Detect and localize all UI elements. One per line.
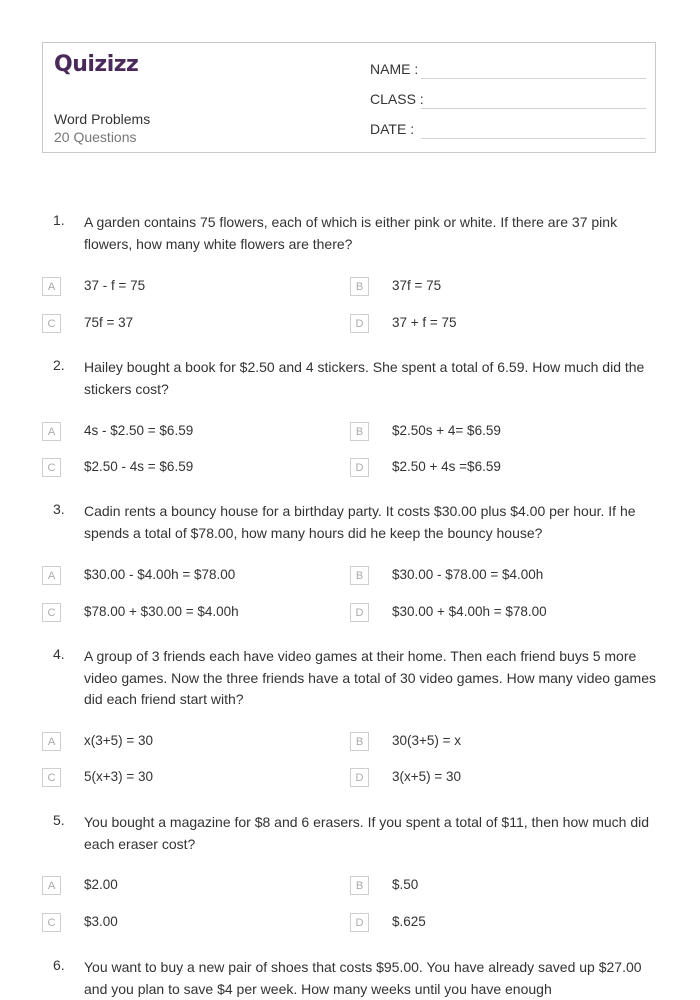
option-text: x(3+5) = 30 — [84, 733, 154, 748]
option-text: 4s - $2.50 = $6.59 — [84, 423, 194, 438]
option-letter: D — [350, 913, 369, 932]
question-text: A group of 3 friends each have video games at their home. Then each friend buys 5 more video games. Now the three friends have a total of 30 video games. How many video games did each friend start with? — [84, 648, 656, 707]
option-letter: C — [42, 458, 61, 477]
option-letter: A — [42, 277, 61, 296]
option-letter: A — [42, 732, 61, 751]
option-text: 30(3+5) = x — [392, 733, 462, 748]
name-line — [421, 78, 646, 79]
option-letter: C — [42, 913, 61, 932]
option-text: 75f = 37 — [84, 315, 134, 330]
worksheet-header — [42, 42, 656, 153]
option-text: $30.00 + $4.00h = $78.00 — [392, 604, 547, 619]
option-letter: B — [350, 876, 369, 895]
question-text: Hailey bought a book for $2.50 and 4 stickers. She spent a total of 6.59. How much did the stickers cost? — [84, 359, 645, 397]
worksheet-title: Word Problems — [54, 111, 151, 127]
question-number: 2. — [53, 357, 65, 373]
question-number: 5. — [53, 812, 65, 828]
option-text: 3(x+5) = 30 — [392, 769, 462, 784]
option-text: 37 + f = 75 — [392, 315, 457, 330]
question-text: A garden contains 75 flowers, each of which is either pink or white. If there are 37 pink flowers, how many white flowers are there? — [84, 214, 618, 252]
question-number: 3. — [53, 501, 65, 517]
option-text: 5(x+3) = 30 — [84, 769, 154, 784]
option-letter: A — [42, 422, 61, 441]
option-text: $78.00 + $30.00 = $4.00h — [84, 604, 239, 619]
class-label: CLASS : — [370, 91, 424, 107]
option-text: 37f = 75 — [392, 278, 442, 293]
option-text: $30.00 - $78.00 = $4.00h — [392, 567, 544, 582]
question-count: 20 Questions — [54, 129, 137, 145]
option-text: $3.00 — [84, 914, 118, 929]
quizizz-logo: Quizizz — [54, 52, 139, 77]
option-letter: B — [350, 422, 369, 441]
option-letter: C — [42, 314, 61, 333]
question-number: 1. — [53, 212, 65, 228]
name-label: NAME : — [370, 61, 419, 77]
option-letter: C — [42, 603, 61, 622]
option-text: $.625 — [392, 914, 426, 929]
option-letter: A — [42, 566, 61, 585]
option-text: 37 - f = 75 — [84, 278, 146, 293]
option-text: $2.50s + 4= $6.59 — [392, 423, 501, 438]
option-text: $30.00 - $4.00h = $78.00 — [84, 567, 236, 582]
question-text: You bought a magazine for $8 and 6 erasers. If you spent a total of $11, then how much did each eraser cost? — [84, 814, 650, 852]
option-letter: B — [350, 277, 369, 296]
class-line — [421, 108, 646, 109]
option-letter: D — [350, 768, 369, 787]
option-text: $.50 — [392, 877, 419, 892]
option-letter: B — [350, 566, 369, 585]
option-letter: C — [42, 768, 61, 787]
option-text: $2.00 — [84, 877, 118, 892]
date-line — [421, 138, 646, 139]
option-letter: A — [42, 876, 61, 895]
option-letter: D — [350, 314, 369, 333]
date-label: DATE : — [370, 121, 415, 137]
question-number: 4. — [53, 646, 65, 662]
question-number: 6. — [53, 957, 65, 973]
question-text: Cadin rents a bouncy house for a birthday party. It costs $30.00 plus $4.00 per hour. If he spends a total of $78.00, how many hours did he keep the bouncy house? — [84, 503, 636, 541]
option-text: $2.50 - 4s = $6.59 — [84, 459, 194, 474]
option-letter: D — [350, 603, 369, 622]
option-letter: D — [350, 458, 369, 477]
question-text: You want to buy a new pair of shoes that costs $95.00. You have already saved up $27.00 and you plan to save $4 per week. How many weeks until you have enough — [84, 959, 642, 997]
option-letter: B — [350, 732, 369, 751]
option-text: $2.50 + 4s =$6.59 — [392, 459, 501, 474]
